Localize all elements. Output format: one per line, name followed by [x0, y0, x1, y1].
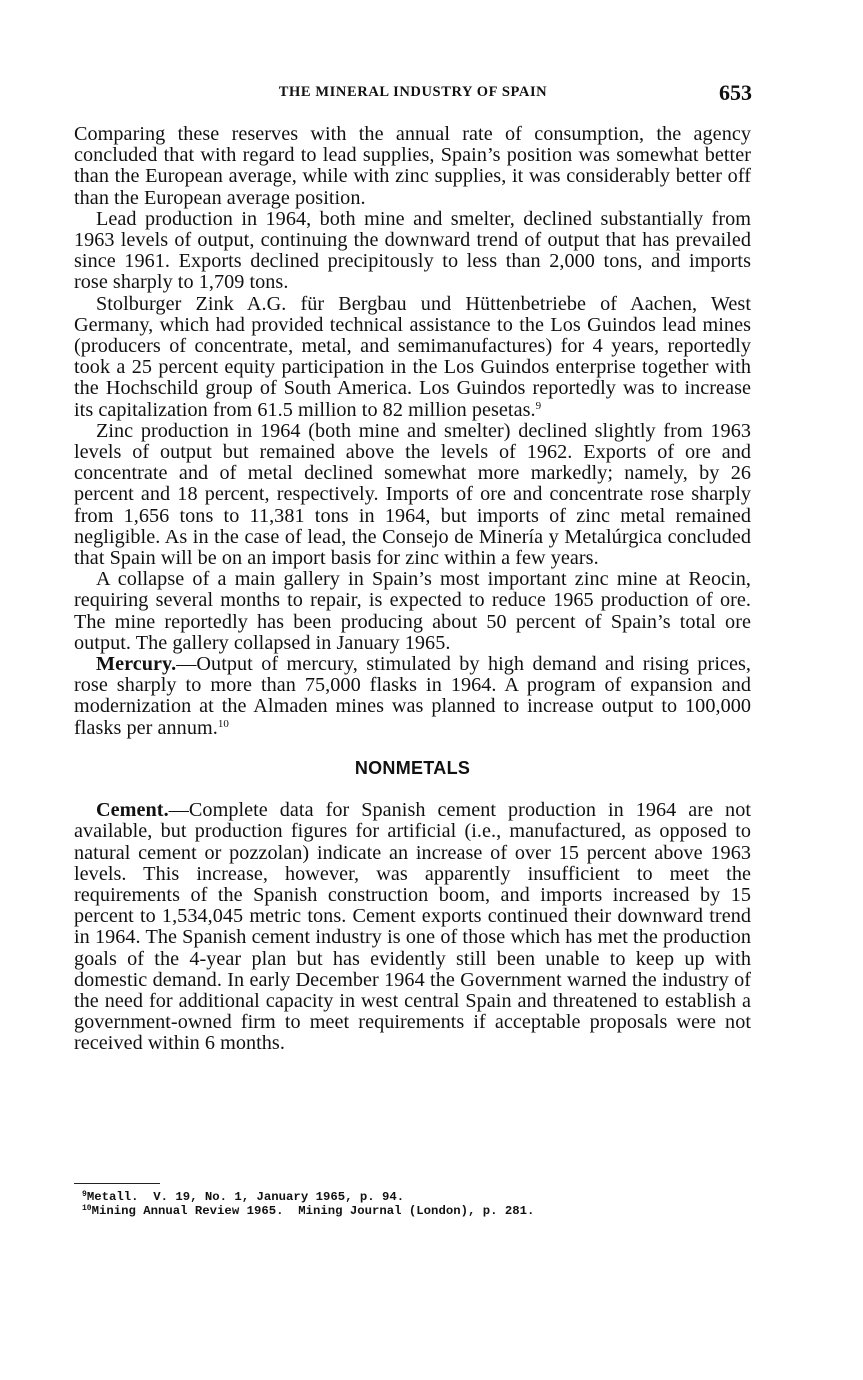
body-text [74, 124, 751, 1055]
footnote-divider [74, 1183, 160, 1184]
footnotes [74, 1190, 751, 1218]
footnote-ref-10: 10 [217, 717, 229, 730]
paragraph-zinc-production [74, 421, 751, 569]
paragraph-text: Lead production in 1964, both mine and smelter, declined substantially from 1963 levels of output, continuing the downward trend of output that has prevailed since 1961. Exports declined precipitously to less than 2,000 tons, and imports rose sharply to 1,709 tons. [74, 207, 751, 294]
footnote-ref-9: 9 [535, 399, 542, 412]
paragraph-mercury [74, 654, 751, 739]
footnote-text: Mining Annual Review 1965. Mining Journal (London), p. 281. [91, 1204, 535, 1218]
footnote-mark: 10 [82, 1204, 92, 1213]
footnote-10 [74, 1204, 751, 1218]
running-title: THE MINERAL INDUSTRY OF SPAIN [278, 84, 548, 100]
paragraph-cement [74, 800, 751, 1054]
paragraph-reserves [74, 124, 751, 209]
paragraph-stolburger [74, 294, 751, 421]
paragraph-lead-production [74, 209, 751, 294]
run-in-heading-mercury: Mercury. [96, 653, 177, 676]
paragraph-text: Zinc production in 1964 (both mine and smelter) declined slightly from 1963 levels of output but remained above the levels of 1962. Exports of ore and concentrate and of metal declined somewhat more markedly; namely, by 26 percent and 18 percent, respectively. Imports of ore and concentrate rose sharply from 1,656 tons to 11,381 tons in 1964, but imports of zinc metal remained negligible. As in the case of lead, the Consejo de Minería y Metalúrgica concluded that Spain will be on an import basis for zinc within a few years. [74, 419, 751, 570]
section-heading-nonmetals: NONMETALS [354, 757, 471, 778]
paragraph-reocin [74, 569, 751, 654]
footnote-mark: 9 [82, 1190, 87, 1199]
run-in-heading-cement: Cement. [96, 799, 169, 822]
page-number: 653 [719, 80, 752, 105]
paragraph-text: Stolburger Zink A.G. für Bergbau und Hüttenbetriebe of Aachen, West Germany, which had provided technical assistance to the Los Guindos lead mines (producers of concentrate, metal, and semimanufactures) for 4 years, reportedly took a 25 percent equity participation in the Los Guindos enterprise together with the Hochschild group of South America. Los Guindos reportedly was to increase its capitalization from 61.5 million to 82 million pesetas. [74, 292, 751, 421]
footnote-9 [74, 1190, 751, 1204]
paragraph-text: —Output of mercury, stimulated by high demand and rising prices, rose sharply to more than 75,000 flasks in 1964. A program of expansion and modernization at the Almaden mines was planned to increase output to 100,000 flasks per annum. [74, 653, 751, 739]
running-header [74, 80, 752, 106]
footnote-text: Metall. V. 19, No. 1, January 1965, p. 94. [86, 1190, 405, 1204]
paragraph-text: Comparing these reserves with the annual rate of consumption, the agency concluded that with regard to lead supplies, Spain’s position was somewhat better than the European average, while with zinc supplies, it was considerably better off than the European average position. [74, 123, 751, 209]
paragraph-text: —Complete data for Spanish cement production in 1964 are not available, but production figures for artificial (i.e., manufactured, as opposed to natural cement or pozzolan) indicate an increase of over 15 percent above 1963 levels. This increase, however, was apparently insufficient to meet the requirements of the Spanish construction boom, and imports increased by 15 percent to 1,534,045 metric tons. Cement exports continued their downward trend in 1964. The Spanish cement industry is one of those which has met the production goals of the 4-year plan but has evidently still been unable to keep up with domestic demand. In early December 1964 the Government warned the industry of the need for additional capacity in west central Spain and threatened to establish a government-owned firm to meet requirements if acceptable proposals were not received within 6 months. [74, 799, 751, 1055]
paragraph-text: A collapse of a main gallery in Spain’s most important zinc mine at Reocin, requiring several months to repair, is expected to reduce 1965 production of ore. The mine reportedly has been producing about 50 percent of Spain’s total ore output. The gallery collapsed in January 1965. [74, 568, 751, 654]
